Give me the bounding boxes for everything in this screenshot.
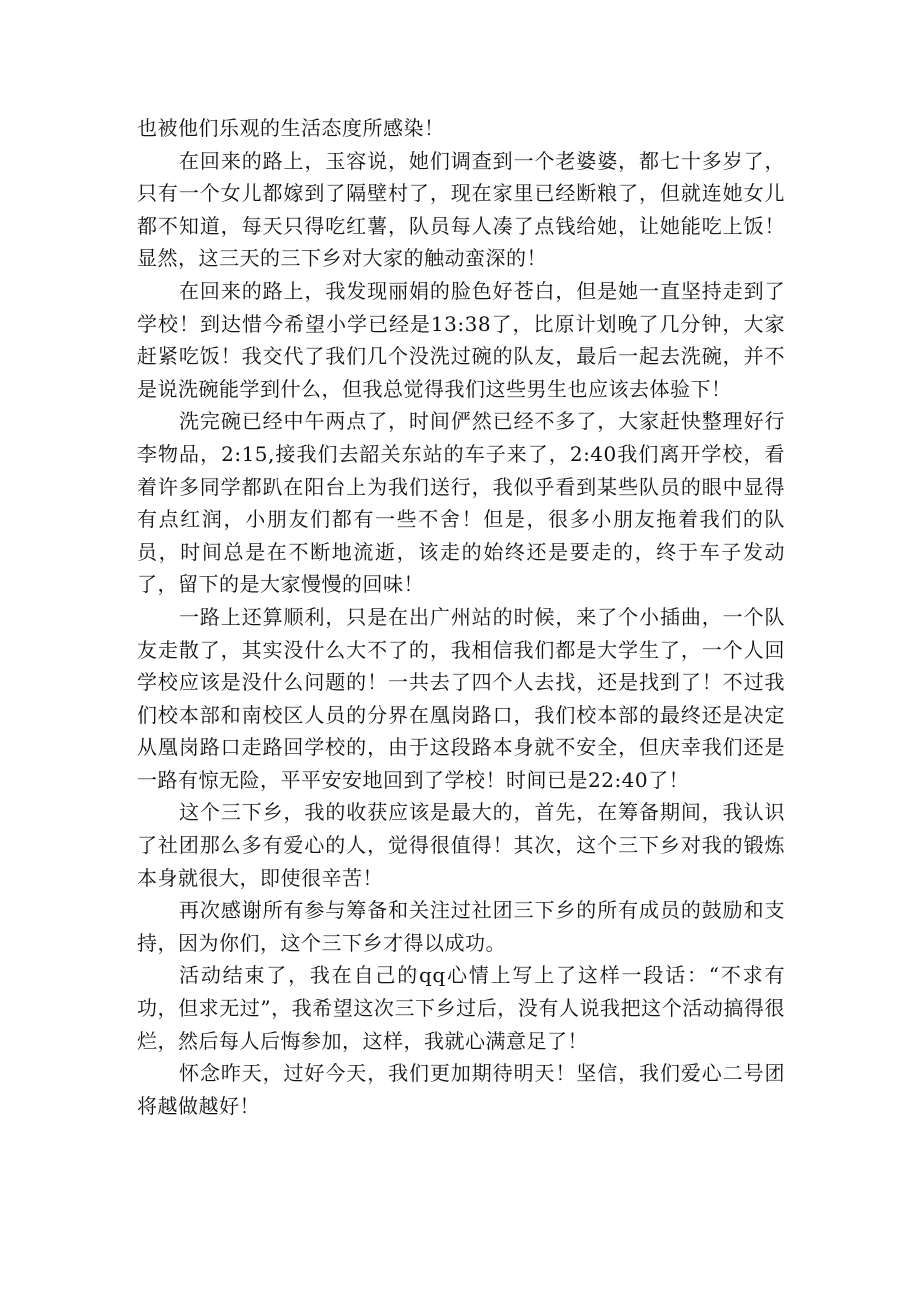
- paragraph: 一路上还算顺利，只是在出广州站的时候，来了个小插曲，一个队友走散了，其实没什么大不了的，我相信我们都是大学生了，一个人回学校应该是没什么问题的！一共去了四个人去找，还是找到了！不过我们校本部和南校区人员的分界在凰岗路口，我们校本部的最终还是决定从凰岗路口走路回学校的，由于这段路本身就不安全，但庆幸我们还是一路有惊无险，平平安安地回到了学校！时间已是22:40了！: [137, 604, 785, 792]
- paragraph: 洗完碗已经中午两点了，时间俨然已经不多了，大家赶快整理好行李物品，2:15,接我们去韶关东站的车子来了，2:40我们离开学校，看着许多同学都趴在阳台上为我们送行，我似乎看到某些队员的眼中显得有点红润，小朋友们都有一些不舍！但是，很多小朋友拖着我们的队员，时间总是在不断地流逝，该走的始终还是要走的，终于车子发动了，留下的是大家慢慢的回味！: [137, 409, 785, 597]
- document-body: [137, 112, 785, 1122]
- paragraph: 这个三下乡，我的收获应该是最大的，首先，在筹备期间，我认识了社团那么多有爱心的人，觉得很值得！其次，这个三下乡对我的锻炼本身就很大，即使很辛苦！: [137, 800, 785, 890]
- paragraph: 在回来的路上，玉容说，她们调查到一个老婆婆，都七十多岁了，只有一个女儿都嫁到了隔壁村了，现在家里已经断粮了，但就连她女儿都不知道，每天只得吃红薯，队员每人凑了点钱给她，让她能吃上饭！显然，这三天的三下乡对大家的触动蛮深的！: [137, 148, 785, 271]
- paragraph: 再次感谢所有参与筹备和关注过社团三下乡的所有成员的鼓励和支持，因为你们，这个三下乡才得以成功。: [137, 898, 785, 955]
- paragraph-continuation: 也被他们乐观的生活态度所感染！: [137, 116, 445, 140]
- paragraph: 在回来的路上，我发现丽娟的脸色好苍白，但是她一直坚持走到了学校！到达惜今希望小学已经是13:38了，比原计划晚了几分钟，大家赶紧吃饭！我交代了我们几个没洗过碗的队友，最后一起去洗碗，并不是说洗碗能学到什么，但我总觉得我们这些男生也应该去体验下！: [137, 278, 785, 401]
- paragraph: 活动结束了，我在自己的qq心情上写上了这样一段话：“不求有功，但求无过”，我希望这次三下乡过后，没有人说我把这个活动搞得很烂，然后每人后悔参加，这样，我就心满意足了！: [137, 963, 785, 1053]
- paragraph: 怀念昨天，过好今天，我们更加期待明天！坚信，我们爱心二号团将越做越好！: [137, 1061, 785, 1118]
